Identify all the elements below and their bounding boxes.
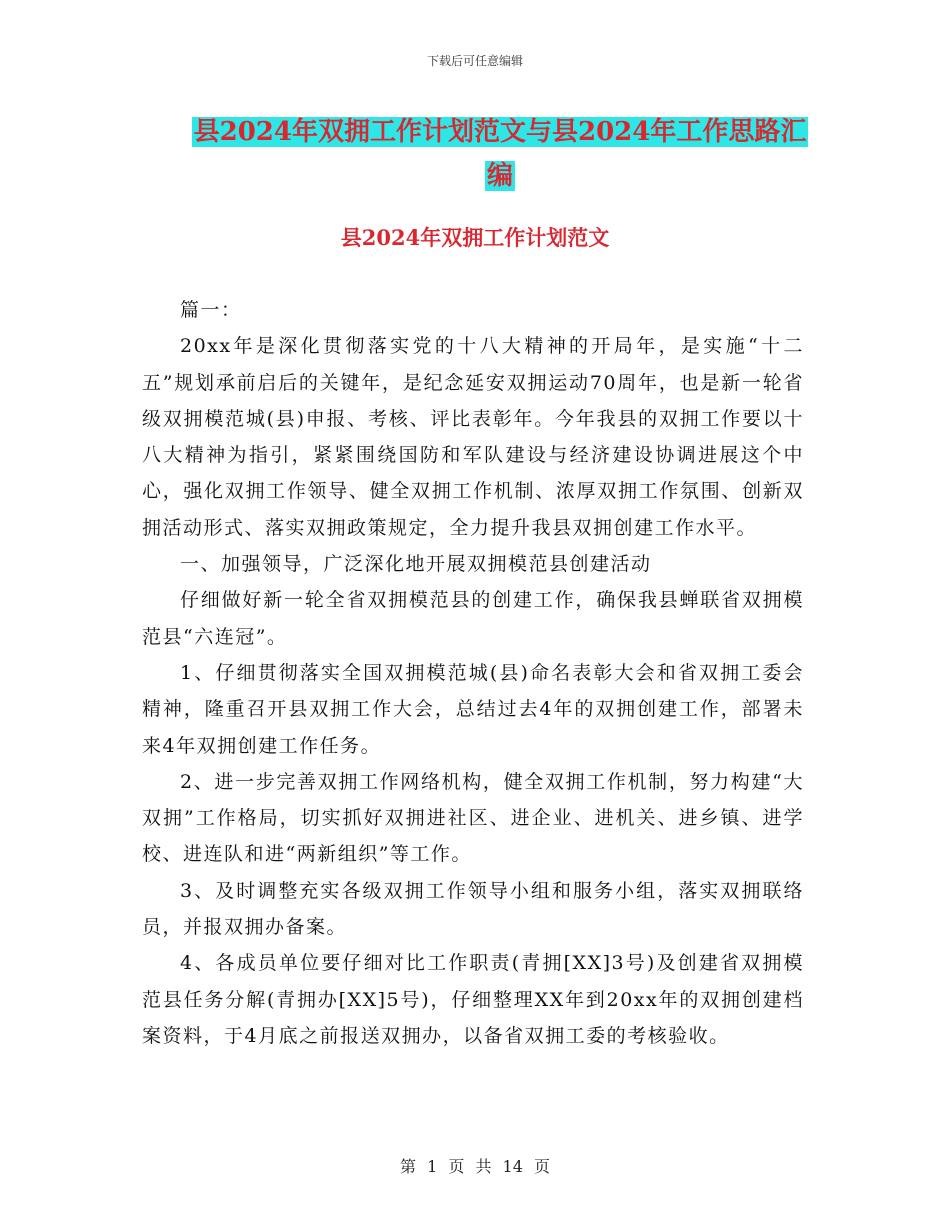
paragraph: 2、进一步完善双拥工作网络机构，健全双拥工作机制，努力构建“大双拥”工作格局，切实抓好双拥进社区、进企业、进机关、进乡镇、进学校、进连队和进“两新组织”等工作。 [142, 770, 804, 866]
document-title [190, 110, 810, 198]
paragraph: 1、仔细贯彻落实全国双拥模范城(县)命名表彰大会和省双拥工委会精神，隆重召开县双拥工作大会，总结过去4年的双拥创建工作，部署未来4年双拥创建工作任务。 [142, 661, 804, 757]
paragraph: 篇一： [180, 299, 242, 321]
paragraph: 20xx年是深化贯彻落实党的十八大精神的开局年，是实施“十二五”规划承前启后的关键年，是纪念延安双拥运动70周年，也是新一轮省级双拥模范城(县)申报、考核、评比表彰年。今年我县的双拥工作要以十八大精神为指引，紧紧围绕国防和军队建设与经济建设协调进展这个中心，强化双拥工作领导、健全双拥工作机制、浓厚双拥工作氛围、创新双拥活动形式、落实双拥政策规定，全力提升我县双拥创建工作水平。 [142, 335, 804, 539]
header-note: 下载后可任意编辑 [426, 54, 523, 68]
paragraph: 仔细做好新一轮全省双拥模范县的创建工作，确保我县蝉联省双拥模范县“六连冠”。 [142, 589, 804, 648]
paragraph-heading: 一、加强领导，广泛深化地开展双拥模范县创建活动 [180, 553, 652, 576]
page-number: 第 1 页 共 14 页 [400, 1157, 550, 1176]
document-title-line1: 县2024年双拥工作计划范文与县2024年工作思路汇 [193, 117, 807, 147]
paragraph: 4、各成员单位要仔细对比工作职责(青拥[XX]3号)及创建省双拥模范县任务分解(青拥办[XX]5号)，仔细整理XX年到20xx年的双拥创建档案资料，于4月底之前报送双拥办，以备省双拥工委的考核验收。 [142, 952, 804, 1047]
document-body [142, 292, 804, 1054]
section-title: 县2024年双拥工作计划范文 [340, 225, 610, 250]
paragraph: 3、及时调整充实各级双拥工作领导小组和服务小组，落实双拥联络员，并报双拥办备案。 [142, 879, 804, 939]
document-title-line2: 编 [486, 161, 513, 191]
